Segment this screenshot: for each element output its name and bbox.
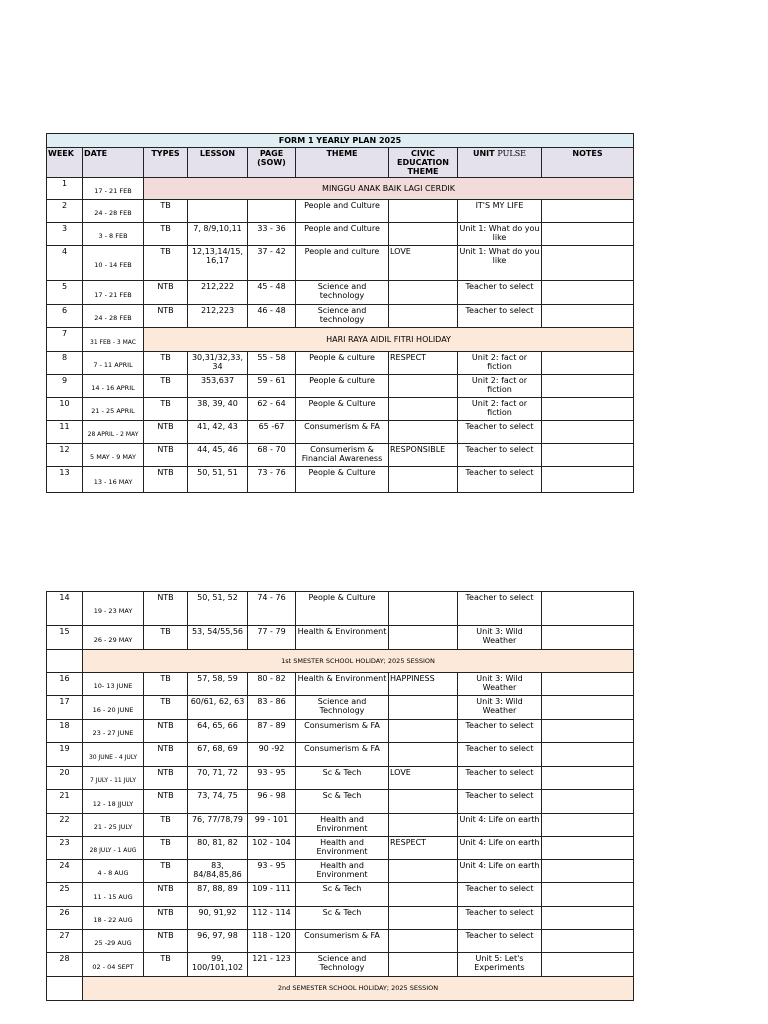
- lesson-cell: 12,13,14/15, 16,17: [188, 246, 248, 281]
- date-cell: 28 APRIL - 2 MAY: [83, 421, 144, 444]
- civic-cell: [389, 696, 458, 720]
- theme-cell: Health & Environment: [296, 673, 389, 696]
- unit-cell: Unit 4: Life on earth: [458, 814, 542, 837]
- theme-cell: Sc & Tech: [296, 883, 389, 907]
- table-row: [47, 467, 634, 493]
- notes-cell: [542, 281, 634, 305]
- types-cell: NTB: [144, 281, 188, 305]
- types-cell: NTB: [144, 305, 188, 328]
- theme-cell: Sc & Tech: [296, 767, 389, 790]
- types-cell: TB: [144, 352, 188, 375]
- notes-cell: [542, 860, 634, 883]
- lesson-cell: 41, 42, 43: [188, 421, 248, 444]
- civic-cell: [389, 592, 458, 626]
- table-row: [47, 178, 634, 200]
- notes-cell: [542, 696, 634, 720]
- notes-cell: [542, 626, 634, 650]
- date-cell: 31 FEB - 3 MAC: [83, 328, 144, 352]
- notes-cell: [542, 883, 634, 907]
- types-cell: TB: [144, 375, 188, 398]
- unit-cell: Teacher to select: [458, 883, 542, 907]
- table-row: [47, 200, 634, 223]
- week-cell: 22: [47, 814, 83, 837]
- page-cell: 118 - 120: [248, 930, 296, 953]
- lesson-cell: [188, 200, 248, 223]
- lesson-cell: 73, 74, 75: [188, 790, 248, 814]
- week-cell: 20: [47, 767, 83, 790]
- week-cell: 12: [47, 444, 83, 467]
- week-cell: 14: [47, 592, 83, 626]
- civic-cell: [389, 421, 458, 444]
- types-cell: TB: [144, 814, 188, 837]
- header-theme: THEME: [296, 148, 389, 178]
- theme-cell: Consumerism & FA: [296, 720, 389, 743]
- lesson-cell: 57, 58, 59: [188, 673, 248, 696]
- page-cell: 55 - 58: [248, 352, 296, 375]
- civic-cell: RESPECT: [389, 352, 458, 375]
- unit-cell: Unit 2: fact or fiction: [458, 352, 542, 375]
- page-cell: 109 - 111: [248, 883, 296, 907]
- types-cell: TB: [144, 673, 188, 696]
- week-cell: 15: [47, 626, 83, 650]
- notes-cell: [542, 375, 634, 398]
- page-cell: 80 - 82: [248, 673, 296, 696]
- date-cell: 26 - 29 MAY: [83, 626, 144, 650]
- civic-cell: [389, 398, 458, 421]
- lesson-cell: 53, 54/55,56: [188, 626, 248, 650]
- table-row: [47, 837, 634, 860]
- unit-cell: Teacher to select: [458, 592, 542, 626]
- header-page: PAGE (SOW): [248, 148, 296, 178]
- header-date: DATE: [83, 148, 144, 178]
- week-cell: 26: [47, 907, 83, 930]
- types-cell: TB: [144, 223, 188, 246]
- week-cell: 4: [47, 246, 83, 281]
- notes-cell: [542, 421, 634, 444]
- lesson-cell: 87, 88, 89: [188, 883, 248, 907]
- theme-cell: Consumerism & FA: [296, 421, 389, 444]
- lesson-cell: 67, 68, 69: [188, 743, 248, 767]
- civic-cell: HAPPINESS: [389, 673, 458, 696]
- table-row: [47, 767, 634, 790]
- week-cell: 5: [47, 281, 83, 305]
- lesson-cell: 99, 100/101,102: [188, 953, 248, 977]
- civic-cell: [389, 907, 458, 930]
- week-cell: 23: [47, 837, 83, 860]
- types-cell: NTB: [144, 930, 188, 953]
- table-row: [47, 673, 634, 696]
- week-cell: 27: [47, 930, 83, 953]
- page-cell: 93 - 95: [248, 767, 296, 790]
- unit-cell: IT'S MY LIFE: [458, 200, 542, 223]
- theme-cell: Science and technology: [296, 281, 389, 305]
- civic-cell: [389, 790, 458, 814]
- page-cell: 45 - 48: [248, 281, 296, 305]
- date-cell: 19 - 23 MAY: [83, 592, 144, 626]
- notes-cell: [542, 743, 634, 767]
- page-cell: 77 - 79: [248, 626, 296, 650]
- civic-cell: [389, 953, 458, 977]
- unit-cell: Teacher to select: [458, 467, 542, 493]
- notes-cell: [542, 953, 634, 977]
- notes-cell: [542, 767, 634, 790]
- week-cell: 18: [47, 720, 83, 743]
- date-cell: 18 - 22 AUG: [83, 907, 144, 930]
- plan-title: FORM 1 YEARLY PLAN 2025: [47, 134, 634, 148]
- week-cell: 28: [47, 953, 83, 977]
- date-cell: 3 - 8 FEB: [83, 223, 144, 246]
- page-cell: 90 -92: [248, 743, 296, 767]
- date-cell: 12 - 18 JJULY: [83, 790, 144, 814]
- unit-cell: Teacher to select: [458, 790, 542, 814]
- civic-cell: LOVE: [389, 246, 458, 281]
- page-cell: 46 - 48: [248, 305, 296, 328]
- types-cell: TB: [144, 246, 188, 281]
- types-cell: NTB: [144, 592, 188, 626]
- holiday-banner: 2nd SEMESTER SCHOOL HOLIDAY; 2025 SESSION: [83, 977, 634, 1001]
- table-row: [47, 223, 634, 246]
- theme-cell: People & culture: [296, 375, 389, 398]
- types-cell: NTB: [144, 444, 188, 467]
- date-cell: 16 - 20 JUNE: [83, 696, 144, 720]
- lesson-cell: 64, 65, 66: [188, 720, 248, 743]
- civic-cell: [389, 860, 458, 883]
- week-cell: 1: [47, 178, 83, 200]
- civic-cell: [389, 200, 458, 223]
- lesson-cell: 30,31/32,33, 34: [188, 352, 248, 375]
- week-cell: 13: [47, 467, 83, 493]
- theme-cell: Health & Environment: [296, 626, 389, 650]
- unit-cell: Teacher to select: [458, 421, 542, 444]
- types-cell: NTB: [144, 790, 188, 814]
- date-cell: 21 - 25 JULY: [83, 814, 144, 837]
- civic-cell: [389, 930, 458, 953]
- theme-cell: Health and Environment: [296, 860, 389, 883]
- date-cell: 28 JULY - 1 AUG: [83, 837, 144, 860]
- header-civic: CIVIC EDUCATION THEME: [389, 148, 458, 178]
- lesson-cell: 80, 81, 82: [188, 837, 248, 860]
- date-cell: 25 -29 AUG: [83, 930, 144, 953]
- table-row: [47, 953, 634, 977]
- civic-cell: [389, 281, 458, 305]
- unit-cell: Unit 1: What do you like: [458, 223, 542, 246]
- page-cell: 62 - 64: [248, 398, 296, 421]
- lesson-cell: 50, 51, 51: [188, 467, 248, 493]
- notes-cell: [542, 907, 634, 930]
- lesson-cell: 353,637: [188, 375, 248, 398]
- types-cell: NTB: [144, 907, 188, 930]
- types-cell: TB: [144, 398, 188, 421]
- theme-cell: People and Culture: [296, 200, 389, 223]
- table-row: [47, 444, 634, 467]
- table-row: [47, 398, 634, 421]
- theme-cell: Science and technology: [296, 305, 389, 328]
- types-cell: TB: [144, 837, 188, 860]
- table-row: [47, 907, 634, 930]
- theme-cell: People & Culture: [296, 398, 389, 421]
- page-cell: 73 - 76: [248, 467, 296, 493]
- page-cell: 96 - 98: [248, 790, 296, 814]
- notes-cell: [542, 305, 634, 328]
- unit-cell: Unit 3: Wild Weather: [458, 696, 542, 720]
- lesson-cell: 38, 39, 40: [188, 398, 248, 421]
- table-row: [47, 720, 634, 743]
- unit-cell: Unit 4: Life on earth: [458, 860, 542, 883]
- unit-cell: Teacher to select: [458, 743, 542, 767]
- date-cell: 24 - 28 FEB: [83, 200, 144, 223]
- page-cell: 93 - 95: [248, 860, 296, 883]
- header-types: TYPES: [144, 148, 188, 178]
- unit-cell: Teacher to select: [458, 930, 542, 953]
- civic-cell: [389, 223, 458, 246]
- page-cell: 102 - 104: [248, 837, 296, 860]
- notes-cell: [542, 223, 634, 246]
- week-cell: 19: [47, 743, 83, 767]
- date-cell: 23 - 27 JUNE: [83, 720, 144, 743]
- types-cell: TB: [144, 953, 188, 977]
- header-unit: UNIT PULSE: [458, 148, 542, 178]
- week-cell: 10: [47, 398, 83, 421]
- unit-cell: Teacher to select: [458, 305, 542, 328]
- date-cell: 7 JULY - 11 JULY: [83, 767, 144, 790]
- types-cell: NTB: [144, 767, 188, 790]
- unit-cell: Teacher to select: [458, 767, 542, 790]
- lesson-cell: 76, 77/78,79: [188, 814, 248, 837]
- unit-cell: Unit 3: Wild Weather: [458, 626, 542, 650]
- date-cell: 02 - 04 SEPT: [83, 953, 144, 977]
- date-cell: 7 - 11 APRIL: [83, 352, 144, 375]
- yearly-plan-table-part-2: [46, 591, 634, 1001]
- page-cell: 68 - 70: [248, 444, 296, 467]
- table-row: [47, 696, 634, 720]
- theme-cell: Sc & Tech: [296, 790, 389, 814]
- page-cell: 99 - 101: [248, 814, 296, 837]
- civic-cell: [389, 720, 458, 743]
- date-cell: 13 - 16 MAY: [83, 467, 144, 493]
- table-row: [47, 305, 634, 328]
- table-row: [47, 281, 634, 305]
- date-cell: 5 MAY - 9 MAY: [83, 444, 144, 467]
- week-cell: [47, 977, 83, 1001]
- theme-cell: Consumerism & FA: [296, 930, 389, 953]
- page-cell: [248, 200, 296, 223]
- theme-cell: People & culture: [296, 352, 389, 375]
- types-cell: NTB: [144, 743, 188, 767]
- civic-cell: [389, 467, 458, 493]
- table-row: [47, 246, 634, 281]
- theme-cell: People and culture: [296, 246, 389, 281]
- date-cell: 21 - 25 APRIL: [83, 398, 144, 421]
- types-cell: NTB: [144, 720, 188, 743]
- week-cell: [47, 650, 83, 673]
- holiday-banner: 1st SMESTER SCHOOL HOLIDAY; 2025 SESSION: [83, 650, 634, 673]
- header-notes: NOTES: [542, 148, 634, 178]
- notes-cell: [542, 246, 634, 281]
- unit-cell: Teacher to select: [458, 907, 542, 930]
- unit-cell: Unit 2: fact or fiction: [458, 375, 542, 398]
- table-row: [47, 814, 634, 837]
- theme-cell: Sc & Tech: [296, 907, 389, 930]
- lesson-cell: 50, 51, 52: [188, 592, 248, 626]
- date-cell: 24 - 28 FEB: [83, 305, 144, 328]
- table-row: [47, 328, 634, 352]
- civic-cell: [389, 626, 458, 650]
- civic-cell: [389, 814, 458, 837]
- notes-cell: [542, 352, 634, 375]
- unit-cell: Unit 4: Life on earth: [458, 837, 542, 860]
- types-cell: NTB: [144, 883, 188, 907]
- week-cell: 24: [47, 860, 83, 883]
- lesson-cell: 212,223: [188, 305, 248, 328]
- table-row: [47, 421, 634, 444]
- table-row: [47, 592, 634, 626]
- lesson-cell: 7, 8/9,10,11: [188, 223, 248, 246]
- page-cell: 83 - 86: [248, 696, 296, 720]
- civic-cell: RESPECT: [389, 837, 458, 860]
- unit-cell: Teacher to select: [458, 281, 542, 305]
- page-cell: 87 - 89: [248, 720, 296, 743]
- theme-cell: Science and Technology: [296, 953, 389, 977]
- theme-cell: People and Culture: [296, 223, 389, 246]
- table-row: [47, 790, 634, 814]
- table-row: [47, 352, 634, 375]
- theme-cell: Science and Technology: [296, 696, 389, 720]
- week-cell: 9: [47, 375, 83, 398]
- lesson-cell: 90, 91,92: [188, 907, 248, 930]
- civic-cell: [389, 375, 458, 398]
- table-row: [47, 375, 634, 398]
- header-week: WEEK: [47, 148, 83, 178]
- theme-cell: People & Culture: [296, 592, 389, 626]
- lesson-cell: 96, 97, 98: [188, 930, 248, 953]
- week-cell: 3: [47, 223, 83, 246]
- notes-cell: [542, 592, 634, 626]
- theme-cell: Health and Environment: [296, 814, 389, 837]
- unit-cell: Unit 2: fact or fiction: [458, 398, 542, 421]
- unit-cell: Teacher to select: [458, 720, 542, 743]
- lesson-cell: 44, 45, 46: [188, 444, 248, 467]
- date-cell: 17 - 21 FEB: [83, 281, 144, 305]
- table-row: [47, 860, 634, 883]
- types-cell: TB: [144, 200, 188, 223]
- week-cell: 25: [47, 883, 83, 907]
- date-cell: 4 - 8 AUG: [83, 860, 144, 883]
- unit-cell: Unit 3: Wild Weather: [458, 673, 542, 696]
- week-cell: 17: [47, 696, 83, 720]
- table-row: [47, 977, 634, 1001]
- notes-cell: [542, 467, 634, 493]
- week-cell: 7: [47, 328, 83, 352]
- event-banner: MINGGU ANAK BAIK LAGI CERDIK: [144, 178, 634, 200]
- theme-cell: People & Culture: [296, 467, 389, 493]
- table-row: [47, 650, 634, 673]
- notes-cell: [542, 673, 634, 696]
- week-cell: 11: [47, 421, 83, 444]
- page-cell: 33 - 36: [248, 223, 296, 246]
- types-cell: TB: [144, 696, 188, 720]
- notes-cell: [542, 200, 634, 223]
- civic-cell: LOVE: [389, 767, 458, 790]
- page-cell: 74 - 76: [248, 592, 296, 626]
- table-row: [47, 883, 634, 907]
- date-cell: 11 - 15 AUG: [83, 883, 144, 907]
- lesson-cell: 60/61, 62, 63: [188, 696, 248, 720]
- date-cell: 14 - 16 APRIL: [83, 375, 144, 398]
- notes-cell: [542, 790, 634, 814]
- page-cell: 37 - 42: [248, 246, 296, 281]
- notes-cell: [542, 444, 634, 467]
- types-cell: NTB: [144, 467, 188, 493]
- types-cell: TB: [144, 860, 188, 883]
- date-cell: 10- 13 JUNE: [83, 673, 144, 696]
- lesson-cell: 83, 84/84,85,86: [188, 860, 248, 883]
- week-cell: 16: [47, 673, 83, 696]
- date-cell: 30 JUNE - 4 JULY: [83, 743, 144, 767]
- page-cell: 65 -67: [248, 421, 296, 444]
- theme-cell: Health and Environment: [296, 837, 389, 860]
- unit-cell: Unit 1: What do you like: [458, 246, 542, 281]
- notes-cell: [542, 814, 634, 837]
- theme-cell: Consumerism & Financial Awareness: [296, 444, 389, 467]
- civic-cell: [389, 743, 458, 767]
- page-cell: 121 - 123: [248, 953, 296, 977]
- civic-cell: [389, 883, 458, 907]
- week-cell: 2: [47, 200, 83, 223]
- page-cell: 59 - 61: [248, 375, 296, 398]
- yearly-plan-table-part-1: [46, 133, 634, 493]
- notes-cell: [542, 930, 634, 953]
- page-cell: 112 - 114: [248, 907, 296, 930]
- notes-cell: [542, 398, 634, 421]
- table-row: [47, 626, 634, 650]
- week-cell: 6: [47, 305, 83, 328]
- table-row: [47, 930, 634, 953]
- notes-cell: [542, 720, 634, 743]
- types-cell: TB: [144, 626, 188, 650]
- theme-cell: Consumerism & FA: [296, 743, 389, 767]
- week-cell: 21: [47, 790, 83, 814]
- civic-cell: RESPONSIBLE: [389, 444, 458, 467]
- lesson-cell: 212,222: [188, 281, 248, 305]
- week-cell: 8: [47, 352, 83, 375]
- types-cell: NTB: [144, 421, 188, 444]
- date-cell: 10 - 14 FEB: [83, 246, 144, 281]
- unit-cell: Teacher to select: [458, 444, 542, 467]
- unit-cell: Unit 5: Let's Experiments: [458, 953, 542, 977]
- date-cell: 17 - 21 FEB: [83, 178, 144, 200]
- notes-cell: [542, 837, 634, 860]
- civic-cell: [389, 305, 458, 328]
- event-banner: HARI RAYA AIDIL FITRI HOLIDAY: [144, 328, 634, 352]
- lesson-cell: 70, 71, 72: [188, 767, 248, 790]
- table-row: [47, 743, 634, 767]
- header-lesson: LESSON: [188, 148, 248, 178]
